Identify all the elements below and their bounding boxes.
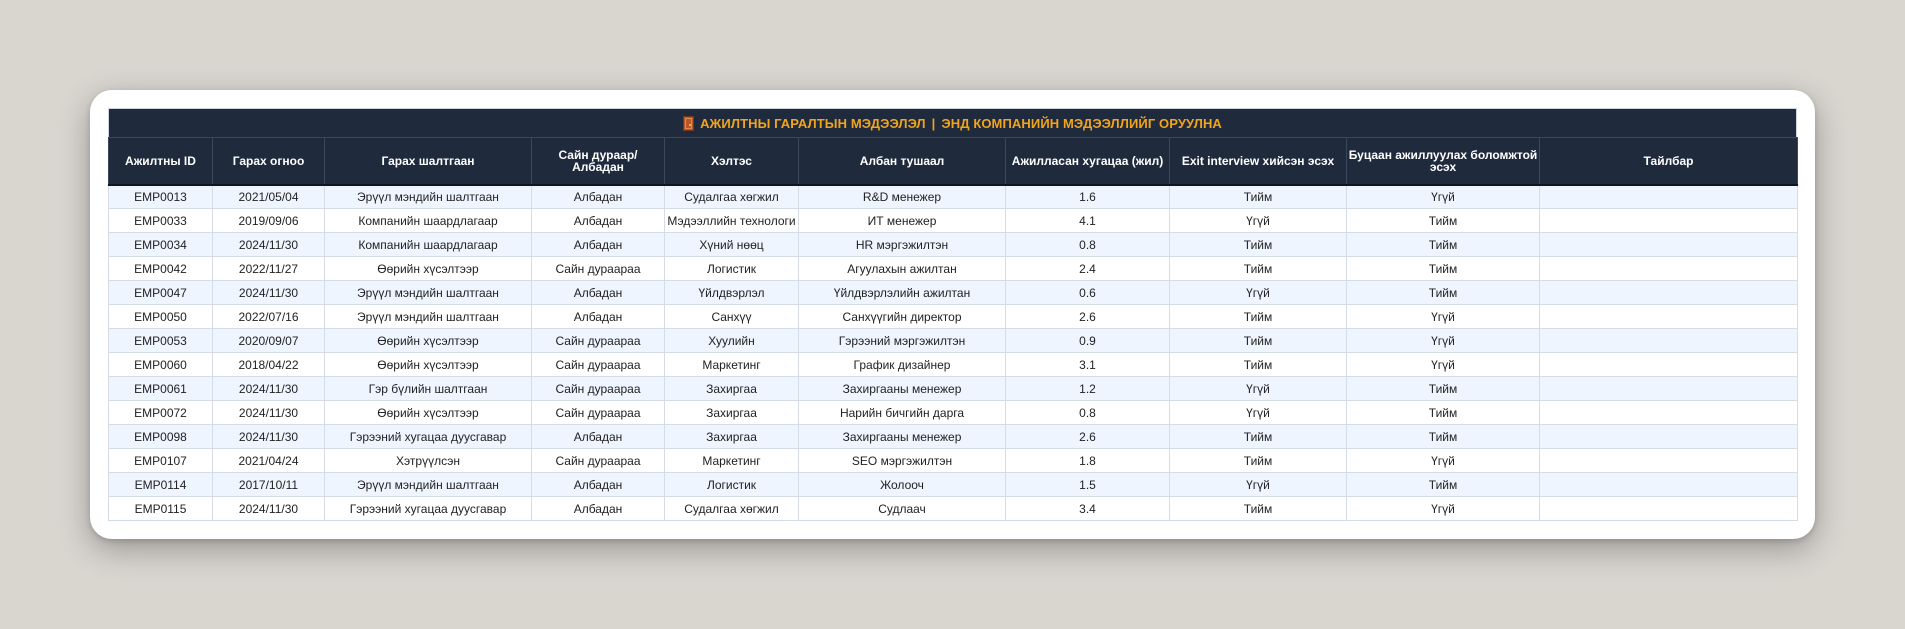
title-separator: | xyxy=(931,115,936,131)
table-row xyxy=(109,377,1798,401)
column-header-exit-date[interactable]: Гарах огноо xyxy=(213,138,325,185)
cell-rehire-eligible[interactable]: Тийм xyxy=(1347,473,1540,497)
cell-exit-date[interactable]: 2022/07/16 xyxy=(213,305,325,329)
door-icon xyxy=(683,116,694,131)
cell-exit-reason[interactable]: Эрүүл мэндийн шалтгаан xyxy=(325,185,532,209)
cell-department[interactable]: Санхүү xyxy=(665,305,799,329)
cell-tenure-years[interactable]: 3.1 xyxy=(1006,353,1170,377)
cell-department[interactable]: Хүний нөөц xyxy=(665,233,799,257)
cell-position[interactable]: Судлаач xyxy=(799,497,1006,521)
cell-exit-reason[interactable]: Өөрийн хүсэлтээр xyxy=(325,329,532,353)
cell-tenure-years[interactable]: 0.6 xyxy=(1006,281,1170,305)
cell-employee-id[interactable]: EMP0047 xyxy=(109,281,213,305)
cell-exit-reason[interactable]: Гэрээний хугацаа дуусгавар xyxy=(325,425,532,449)
exit-data-sheet xyxy=(108,108,1797,521)
cell-rehire-eligible[interactable]: Тийм xyxy=(1347,281,1540,305)
cell-rehire-eligible[interactable]: Тийм xyxy=(1347,425,1540,449)
cell-voluntary-forced[interactable]: Албадан xyxy=(532,233,665,257)
cell-employee-id[interactable]: EMP0034 xyxy=(109,233,213,257)
cell-voluntary-forced[interactable]: Албадан xyxy=(532,425,665,449)
cell-exit-interview[interactable]: Тийм xyxy=(1170,305,1347,329)
cell-department[interactable]: Логистик xyxy=(665,473,799,497)
cell-notes[interactable] xyxy=(1540,305,1798,329)
cell-position[interactable]: R&D менежер xyxy=(799,185,1006,209)
cell-exit-date[interactable]: 2024/11/30 xyxy=(213,281,325,305)
cell-exit-interview[interactable]: Үгүй xyxy=(1170,377,1347,401)
cell-exit-reason[interactable]: Гэрээний хугацаа дуусгавар xyxy=(325,497,532,521)
cell-employee-id[interactable]: EMP0053 xyxy=(109,329,213,353)
cell-position[interactable]: SEO мэргэжилтэн xyxy=(799,449,1006,473)
cell-department[interactable]: Үйлдвэрлэл xyxy=(665,281,799,305)
cell-department[interactable]: Судалгаа хөгжил xyxy=(665,497,799,521)
table-row xyxy=(109,473,1798,497)
cell-exit-date[interactable]: 2024/11/30 xyxy=(213,377,325,401)
cell-rehire-eligible[interactable]: Үгүй xyxy=(1347,305,1540,329)
cell-employee-id[interactable]: EMP0060 xyxy=(109,353,213,377)
cell-tenure-years[interactable]: 2.4 xyxy=(1006,257,1170,281)
sheet-subtitle: ЭНД КОМПАНИЙН МЭДЭЭЛЛИЙГ ОРУУЛНА xyxy=(941,115,1222,131)
table-row xyxy=(109,257,1798,281)
cell-exit-reason[interactable]: Өөрийн хүсэлтээр xyxy=(325,401,532,425)
spreadsheet-card xyxy=(90,90,1815,539)
table-row xyxy=(109,353,1798,377)
cell-department[interactable]: Маркетинг xyxy=(665,353,799,377)
cell-tenure-years[interactable]: 0.8 xyxy=(1006,233,1170,257)
cell-rehire-eligible[interactable]: Үгүй xyxy=(1347,497,1540,521)
cell-exit-interview[interactable]: Үгүй xyxy=(1170,473,1347,497)
cell-exit-interview[interactable]: Тийм xyxy=(1170,353,1347,377)
cell-voluntary-forced[interactable]: Сайн дураараа xyxy=(532,329,665,353)
cell-tenure-years[interactable]: 4.1 xyxy=(1006,209,1170,233)
cell-voluntary-forced[interactable]: Албадан xyxy=(532,305,665,329)
cell-employee-id[interactable]: EMP0050 xyxy=(109,305,213,329)
column-header-exit-interview[interactable]: Exit interview хийсэн эсэх xyxy=(1170,138,1347,185)
cell-exit-date[interactable]: 2018/04/22 xyxy=(213,353,325,377)
cell-rehire-eligible[interactable]: Үгүй xyxy=(1347,353,1540,377)
cell-position[interactable]: Санхүүгийн директор xyxy=(799,305,1006,329)
cell-position[interactable]: Захиргааны менежер xyxy=(799,425,1006,449)
cell-exit-interview[interactable]: Үгүй xyxy=(1170,281,1347,305)
cell-department[interactable]: Мэдээллийн технологи xyxy=(665,209,799,233)
cell-exit-date[interactable]: 2024/11/30 xyxy=(213,497,325,521)
cell-exit-interview[interactable]: Тийм xyxy=(1170,497,1347,521)
table-row xyxy=(109,425,1798,449)
cell-notes[interactable] xyxy=(1540,425,1798,449)
cell-employee-id[interactable]: EMP0033 xyxy=(109,209,213,233)
cell-voluntary-forced[interactable]: Сайн дураараа xyxy=(532,353,665,377)
sheet-title-bar xyxy=(108,108,1797,137)
cell-exit-interview[interactable]: Тийм xyxy=(1170,185,1347,209)
cell-rehire-eligible[interactable]: Үгүй xyxy=(1347,185,1540,209)
cell-notes[interactable] xyxy=(1540,497,1798,521)
cell-exit-interview[interactable]: Үгүй xyxy=(1170,209,1347,233)
cell-notes[interactable] xyxy=(1540,185,1798,209)
cell-notes[interactable] xyxy=(1540,449,1798,473)
cell-tenure-years[interactable]: 0.9 xyxy=(1006,329,1170,353)
cell-department[interactable]: Захиргаа xyxy=(665,377,799,401)
cell-position[interactable]: График дизайнер xyxy=(799,353,1006,377)
cell-exit-date[interactable]: 2024/11/30 xyxy=(213,425,325,449)
cell-position[interactable]: Нарийн бичгийн дарга xyxy=(799,401,1006,425)
column-header-notes[interactable]: Тайлбар xyxy=(1540,138,1798,185)
cell-voluntary-forced[interactable]: Сайн дураараа xyxy=(532,401,665,425)
cell-exit-date[interactable]: 2024/11/30 xyxy=(213,401,325,425)
cell-voluntary-forced[interactable]: Албадан xyxy=(532,281,665,305)
cell-exit-date[interactable]: 2024/11/30 xyxy=(213,233,325,257)
cell-notes[interactable] xyxy=(1540,377,1798,401)
cell-tenure-years[interactable]: 1.5 xyxy=(1006,473,1170,497)
table-row xyxy=(109,329,1798,353)
cell-notes[interactable] xyxy=(1540,281,1798,305)
cell-exit-reason[interactable]: Эрүүл мэндийн шалтгаан xyxy=(325,305,532,329)
cell-position[interactable]: Захиргааны менежер xyxy=(799,377,1006,401)
cell-exit-reason[interactable]: Компанийн шаардлагаар xyxy=(325,233,532,257)
cell-exit-date[interactable]: 2020/09/07 xyxy=(213,329,325,353)
cell-rehire-eligible[interactable]: Үгүй xyxy=(1347,449,1540,473)
column-header-position[interactable]: Албан тушаал xyxy=(799,138,1006,185)
cell-department[interactable]: Логистик xyxy=(665,257,799,281)
cell-notes[interactable] xyxy=(1540,401,1798,425)
cell-notes[interactable] xyxy=(1540,257,1798,281)
cell-position[interactable]: Жолооч xyxy=(799,473,1006,497)
column-header-tenure-years[interactable]: Ажилласан хугацаа (жил) xyxy=(1006,138,1170,185)
cell-exit-date[interactable]: 2017/10/11 xyxy=(213,473,325,497)
cell-department[interactable]: Хуулийн xyxy=(665,329,799,353)
cell-notes[interactable] xyxy=(1540,353,1798,377)
cell-rehire-eligible[interactable]: Тийм xyxy=(1347,233,1540,257)
employee-exit-table xyxy=(108,137,1798,521)
cell-voluntary-forced[interactable]: Албадан xyxy=(532,209,665,233)
table-row xyxy=(109,185,1798,209)
table-row xyxy=(109,209,1798,233)
cell-exit-reason[interactable]: Компанийн шаардлагаар xyxy=(325,209,532,233)
cell-exit-reason[interactable]: Эрүүл мэндийн шалтгаан xyxy=(325,281,532,305)
cell-exit-interview[interactable]: Тийм xyxy=(1170,449,1347,473)
table-row xyxy=(109,449,1798,473)
cell-employee-id[interactable]: EMP0114 xyxy=(109,473,213,497)
cell-rehire-eligible[interactable]: Тийм xyxy=(1347,377,1540,401)
cell-tenure-years[interactable]: 1.6 xyxy=(1006,185,1170,209)
cell-exit-interview[interactable]: Тийм xyxy=(1170,257,1347,281)
cell-exit-reason[interactable]: Гэр бүлийн шалтгаан xyxy=(325,377,532,401)
cell-notes[interactable] xyxy=(1540,233,1798,257)
column-header-department[interactable]: Хэлтэс xyxy=(665,138,799,185)
cell-department[interactable]: Захиргаа xyxy=(665,401,799,425)
cell-exit-reason[interactable]: Өөрийн хүсэлтээр xyxy=(325,353,532,377)
cell-employee-id[interactable]: EMP0098 xyxy=(109,425,213,449)
cell-exit-date[interactable]: 2019/09/06 xyxy=(213,209,325,233)
cell-voluntary-forced[interactable]: Албадан xyxy=(532,473,665,497)
cell-voluntary-forced[interactable]: Албадан xyxy=(532,497,665,521)
table-row xyxy=(109,305,1798,329)
cell-exit-interview[interactable]: Тийм xyxy=(1170,425,1347,449)
cell-rehire-eligible[interactable]: Тийм xyxy=(1347,209,1540,233)
cell-tenure-years[interactable]: 3.4 xyxy=(1006,497,1170,521)
cell-voluntary-forced[interactable]: Сайн дураараа xyxy=(532,449,665,473)
cell-exit-reason[interactable]: Эрүүл мэндийн шалтгаан xyxy=(325,473,532,497)
cell-exit-reason[interactable]: Хэтрүүлсэн xyxy=(325,449,532,473)
cell-voluntary-forced[interactable]: Сайн дураараа xyxy=(532,257,665,281)
cell-exit-interview[interactable]: Тийм xyxy=(1170,329,1347,353)
cell-exit-reason[interactable]: Өөрийн хүсэлтээр xyxy=(325,257,532,281)
column-header-voluntary-forced[interactable]: Сайн дураар/Албадан xyxy=(532,138,665,185)
column-header-exit-reason[interactable]: Гарах шалтгаан xyxy=(325,138,532,185)
cell-department[interactable]: Судалгаа хөгжил xyxy=(665,185,799,209)
header-row xyxy=(109,138,1798,185)
table-row xyxy=(109,497,1798,521)
cell-position[interactable]: ИТ менежер xyxy=(799,209,1006,233)
table-row xyxy=(109,401,1798,425)
cell-exit-date[interactable]: 2021/05/04 xyxy=(213,185,325,209)
cell-exit-interview[interactable]: Үгүй xyxy=(1170,401,1347,425)
cell-tenure-years[interactable]: 2.6 xyxy=(1006,305,1170,329)
cell-rehire-eligible[interactable]: Тийм xyxy=(1347,257,1540,281)
cell-position[interactable]: Агуулахын ажилтан xyxy=(799,257,1006,281)
cell-tenure-years[interactable]: 2.6 xyxy=(1006,425,1170,449)
column-header-rehire-eligible[interactable]: Буцаан ажиллуулах боломжтой эсэх xyxy=(1347,138,1540,185)
cell-employee-id[interactable]: EMP0107 xyxy=(109,449,213,473)
cell-employee-id[interactable]: EMP0115 xyxy=(109,497,213,521)
cell-voluntary-forced[interactable]: Сайн дураараа xyxy=(532,377,665,401)
cell-employee-id[interactable]: EMP0042 xyxy=(109,257,213,281)
column-header-employee-id[interactable]: Ажилтны ID xyxy=(109,138,213,185)
cell-rehire-eligible[interactable]: Тийм xyxy=(1347,401,1540,425)
cell-department[interactable]: Маркетинг xyxy=(665,449,799,473)
sheet-title: АЖИЛТНЫ ГАРАЛТЫН МЭДЭЭЛЭЛ xyxy=(700,115,926,131)
cell-position[interactable]: Гэрээний мэргэжилтэн xyxy=(799,329,1006,353)
cell-tenure-years[interactable]: 0.8 xyxy=(1006,401,1170,425)
table-body xyxy=(109,185,1798,521)
cell-department[interactable]: Захиргаа xyxy=(665,425,799,449)
cell-exit-date[interactable]: 2021/04/24 xyxy=(213,449,325,473)
cell-employee-id[interactable]: EMP0013 xyxy=(109,185,213,209)
cell-position[interactable]: Үйлдвэрлэлийн ажилтан xyxy=(799,281,1006,305)
cell-tenure-years[interactable]: 1.2 xyxy=(1006,377,1170,401)
cell-notes[interactable] xyxy=(1540,329,1798,353)
cell-exit-interview[interactable]: Тийм xyxy=(1170,233,1347,257)
cell-rehire-eligible[interactable]: Үгүй xyxy=(1347,329,1540,353)
cell-notes[interactable] xyxy=(1540,209,1798,233)
cell-voluntary-forced[interactable]: Албадан xyxy=(532,185,665,209)
cell-exit-date[interactable]: 2022/11/27 xyxy=(213,257,325,281)
cell-tenure-years[interactable]: 1.8 xyxy=(1006,449,1170,473)
cell-position[interactable]: HR мэргэжилтэн xyxy=(799,233,1006,257)
table-row xyxy=(109,281,1798,305)
cell-employee-id[interactable]: EMP0072 xyxy=(109,401,213,425)
cell-notes[interactable] xyxy=(1540,473,1798,497)
cell-employee-id[interactable]: EMP0061 xyxy=(109,377,213,401)
table-row xyxy=(109,233,1798,257)
